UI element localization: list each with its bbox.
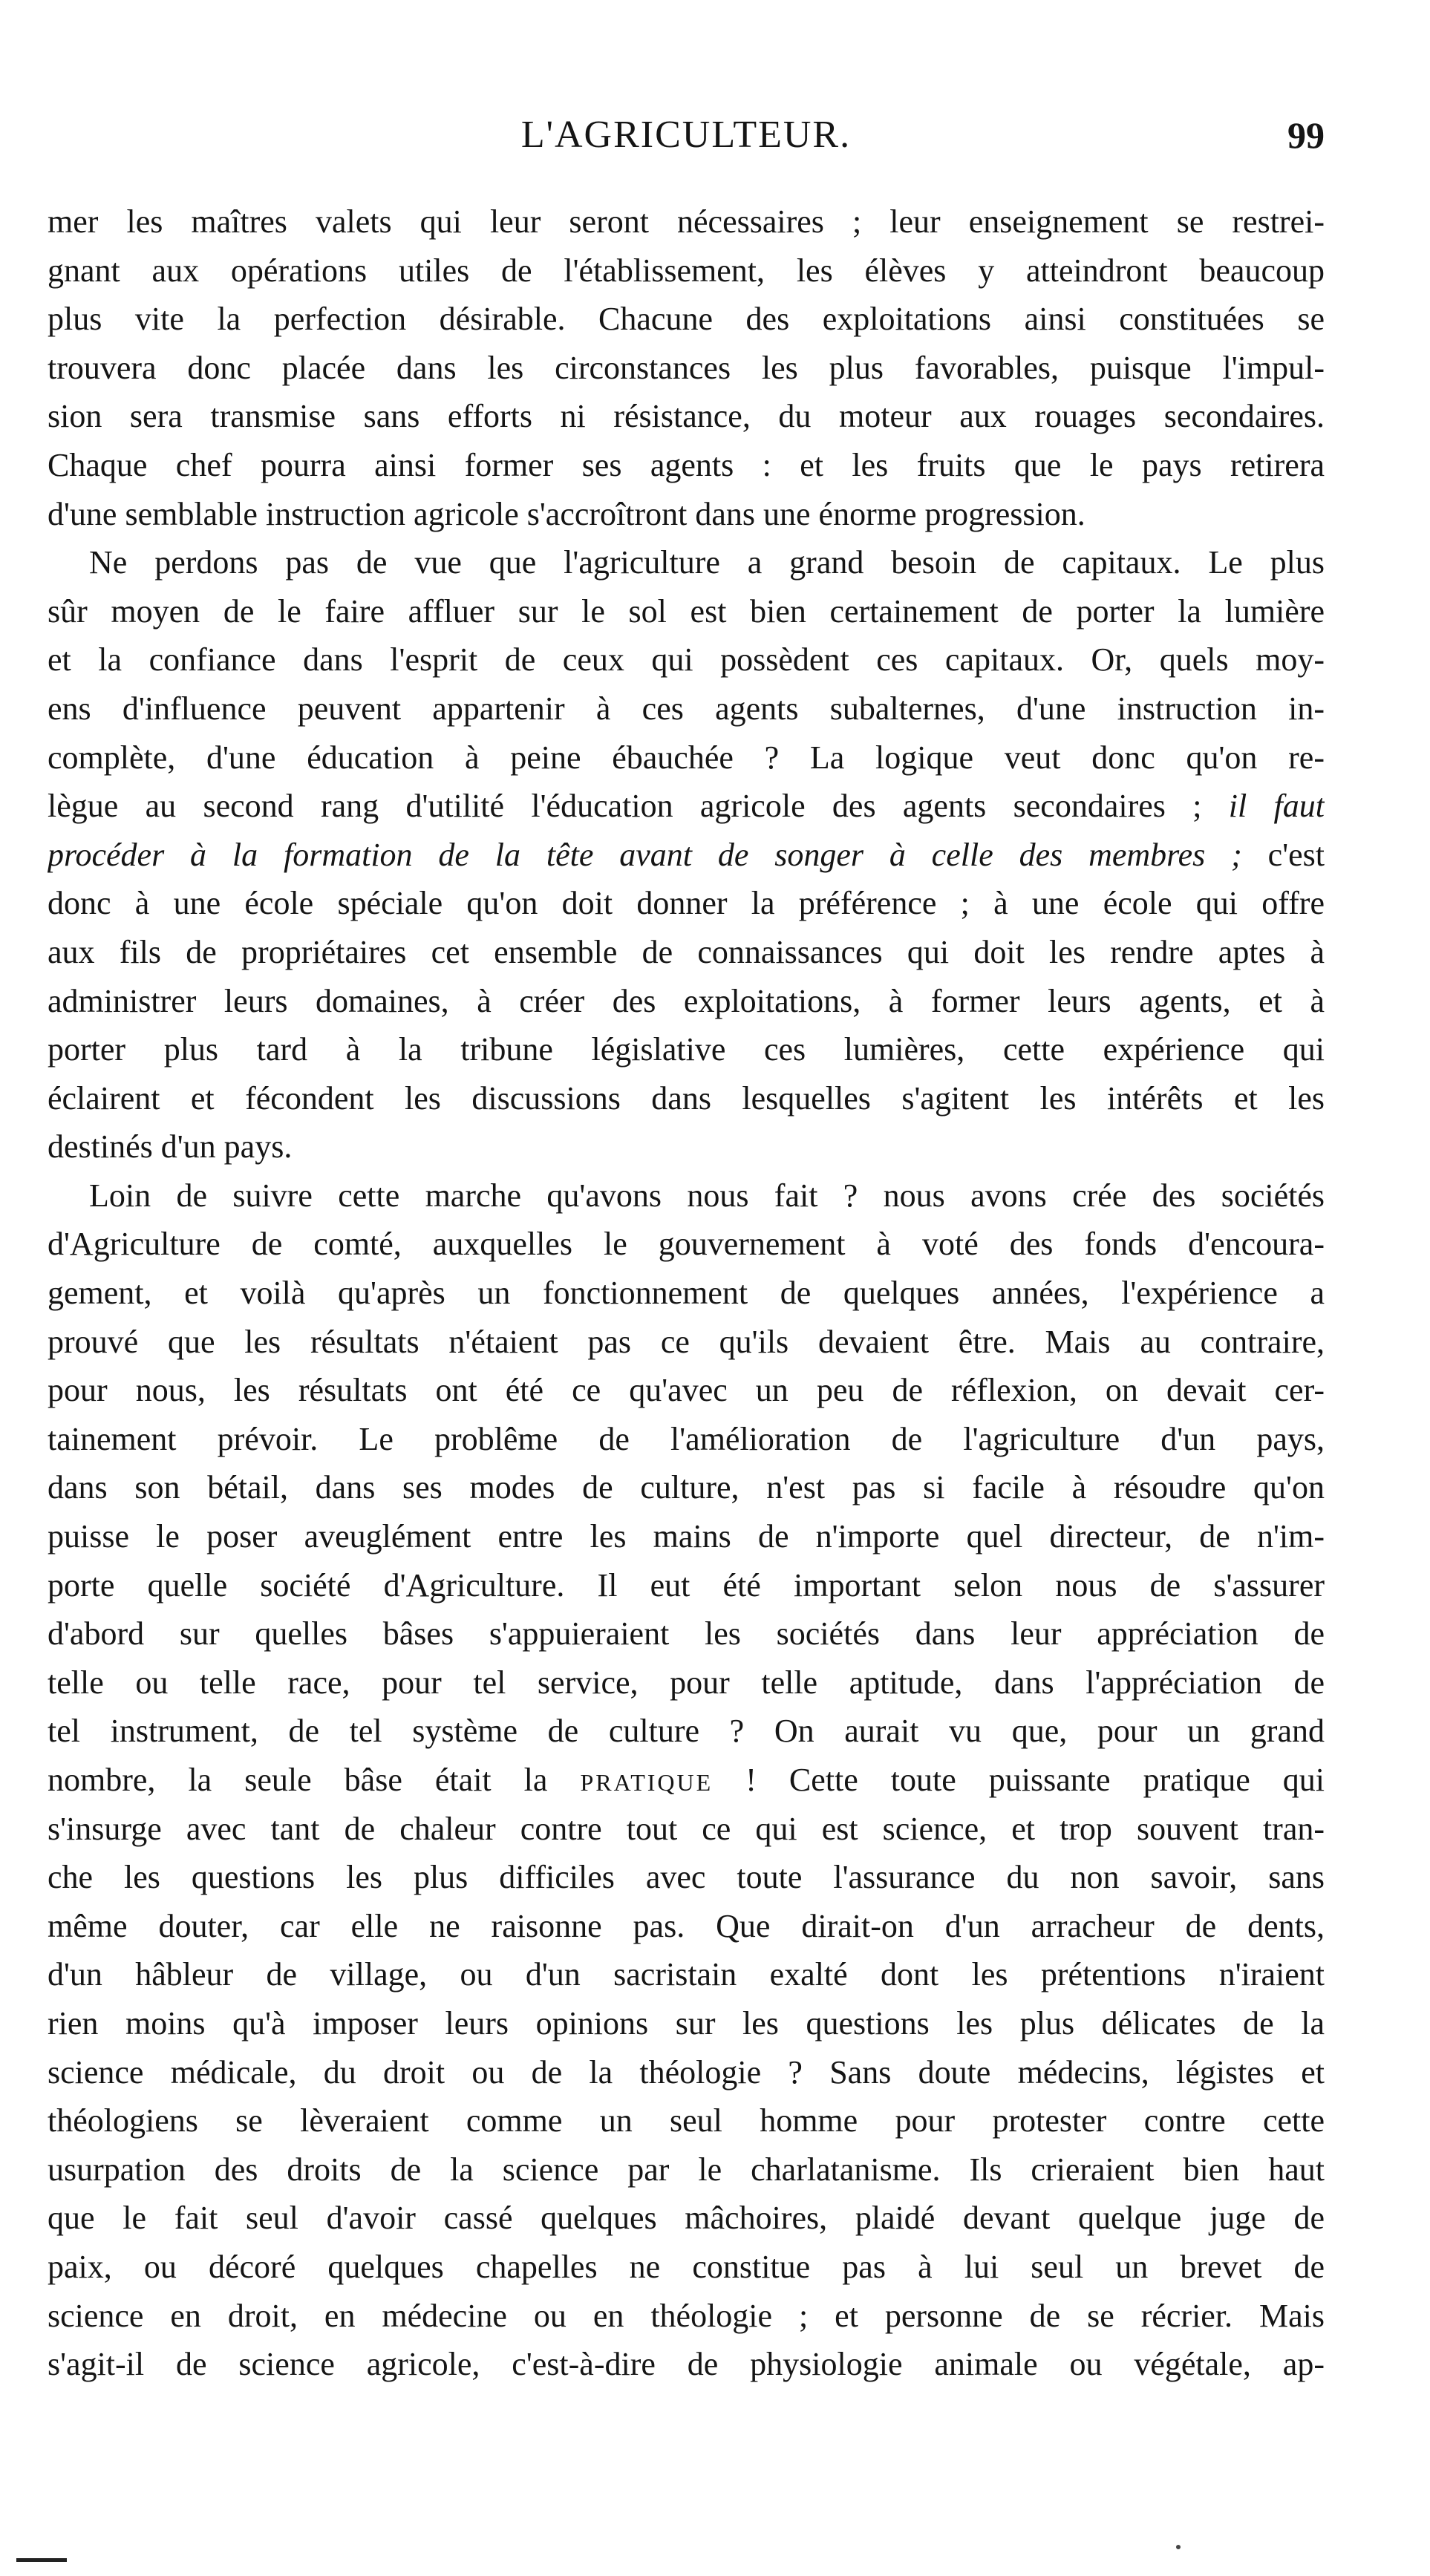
text-line: porte quelle société d'Agriculture. Il eut été important selon nous de s'assurer (48, 1566, 1325, 1604)
text-line: sion sera transmise sans efforts ni résistance, du moteur aux rouages secondaires. (48, 398, 1325, 435)
text-line: ens d'influence peuvent appartenir à ces agents subalternes, d'une instruction in- (48, 690, 1325, 727)
text-line: puisse le poser aveuglément entre les mains de n'importe quel directeur, de n'im- (48, 1518, 1325, 1555)
text-line-mixed (48, 831, 1325, 880)
text-line: paix, ou décoré quelques chapelles ne constitue pas à lui seul un brevet de (48, 2248, 1325, 2285)
text-line: mer les maîtres valets qui leur seront nécessaires ; leur enseignement se restrei- (48, 203, 1325, 240)
text-run: c'est (1267, 836, 1325, 873)
text-line: complète, d'une éducation à peine ébauchée ? La logique veut donc qu'on re- (48, 739, 1325, 776)
running-head (48, 111, 1325, 171)
body-text (48, 197, 1325, 2389)
text-line: rien moins qu'à imposer leurs opinions sur les questions les plus délicates de la (48, 2004, 1325, 2041)
text-line: donc à une école spéciale qu'on doit donner la préférence ; à une école qui offre (48, 885, 1325, 922)
text-line: trouvera donc placée dans les circonstances les plus favorables, puisque l'impul- (48, 349, 1325, 386)
text-line: aux fils de propriétaires cet ensemble de connaissances qui doit les rendre aptes à (48, 933, 1325, 970)
text-line: che les questions les plus difficiles avec toute l'assurance du non savoir, sans (48, 1859, 1325, 1896)
paragraph-last-line: d'une semblable instruction agricole s'accroîtront dans une énorme progression. (48, 495, 1085, 532)
running-title: L'AGRICULTEUR. (520, 114, 852, 156)
text-run: nombre, la seule bâse était la (48, 1762, 548, 1798)
italic-run: procéder à la formation de la tête avant de songer à celle des membres ; (48, 836, 1242, 873)
paragraph-last-line: destinés d'un pays. (48, 1128, 293, 1166)
text-run: ! Cette toute puissante pratique qui (745, 1762, 1325, 1798)
paragraph-first-line: Loin de suivre cette marche qu'avons nous fait ? nous avons crée des sociétés (89, 1177, 1325, 1214)
text-line: tel instrument, de tel système de culture ? On aurait vu que, pour un grand (48, 1713, 1325, 1750)
text-line: Chaque chef pourra ainsi former ses agents : et les fruits que le pays retirera (48, 446, 1325, 483)
small-caps-run: PRATIQUE (580, 1769, 714, 1796)
text-line: et la confiance dans l'esprit de ceux qui possèdent ces capitaux. Or, quels moy- (48, 641, 1325, 679)
text-line: science en droit, en médecine ou en théologie ; et personne de se récrier. Mais (48, 2297, 1325, 2334)
text-line: théologiens se lèveraient comme un seul homme pour protester contre cette (48, 2102, 1325, 2139)
page-number: 99 (1287, 114, 1325, 156)
italic-run: il faut (1228, 788, 1325, 825)
text-line: science médicale, du droit ou de la théologie ? Sans doute médecins, légistes et (48, 2053, 1325, 2090)
text-line: gement, et voilà qu'après un fonctionnement de quelques années, l'expérience a (48, 1275, 1325, 1312)
text-line: porter plus tard à la tribune législative ces lumières, cette expérience qui (48, 1031, 1325, 1068)
text-line: gnant aux opérations utiles de l'établissement, les élèves y atteindront beaucoup (48, 252, 1325, 289)
text-line: sûr moyen de le faire affluer sur le sol est bien certainement de porter la lumière (48, 592, 1325, 630)
text-line: tainement prévoir. Le problême de l'amélioration de l'agriculture d'un pays, (48, 1420, 1325, 1457)
paper-speck (1176, 2545, 1181, 2549)
paragraph-first-line: Ne perdons pas de vue que l'agriculture a grand besoin de capitaux. Le plus (89, 544, 1325, 581)
text-line: pour nous, les résultats ont été ce qu'avec un peu de réflexion, on devait cer- (48, 1372, 1325, 1409)
text-line-mixed (48, 782, 1325, 831)
bottom-rule (16, 2558, 67, 2562)
text-line: plus vite la perfection désirable. Chacune des exploitations ainsi constituées se (48, 301, 1325, 338)
text-line: s'agit-il de science agricole, c'est-à-dire de physiologie animale ou végétale, ap- (48, 2346, 1325, 2383)
text-line: éclairent et fécondent les discussions dans lesquelles s'agitent les intérêts et les (48, 1079, 1325, 1117)
text-line: administrer leurs domaines, à créer des exploitations, à former leurs agents, et à (48, 982, 1325, 1019)
text-line-mixed (48, 1756, 1325, 1805)
text-line: dans son bétail, dans ses modes de culture, n'est pas si facile à résoudre qu'on (48, 1469, 1325, 1506)
text-run: lègue au second rang d'utilité l'éducation agricole des agents secondaires ; (48, 788, 1202, 825)
text-line: d'un hâbleur de village, ou d'un sacristain exalté dont les prétentions n'iraient (48, 1956, 1325, 1993)
text-line: telle ou telle race, pour tel service, pour telle aptitude, dans l'appréciation de (48, 1664, 1325, 1701)
text-line: s'insurge avec tant de chaleur contre tout ce qui est science, et trop souvent tran- (48, 1810, 1325, 1847)
text-line: prouvé que les résultats n'étaient pas ce qu'ils devaient être. Mais au contraire, (48, 1323, 1325, 1360)
text-line: même douter, car elle ne raisonne pas. Que dirait-on d'un arracheur de dents, (48, 1907, 1325, 1944)
text-line: que le fait seul d'avoir cassé quelques mâchoires, plaidé devant quelque juge de (48, 2200, 1325, 2237)
text-line: usurpation des droits de la science par le charlatanisme. Ils crieraient bien haut (48, 2151, 1325, 2188)
text-line: d'Agriculture de comté, auxquelles le gouvernement à voté des fonds d'encoura- (48, 1226, 1325, 1263)
text-line: d'abord sur quelles bâses s'appuieraient les sociétés dans leur appréciation de (48, 1615, 1325, 1653)
